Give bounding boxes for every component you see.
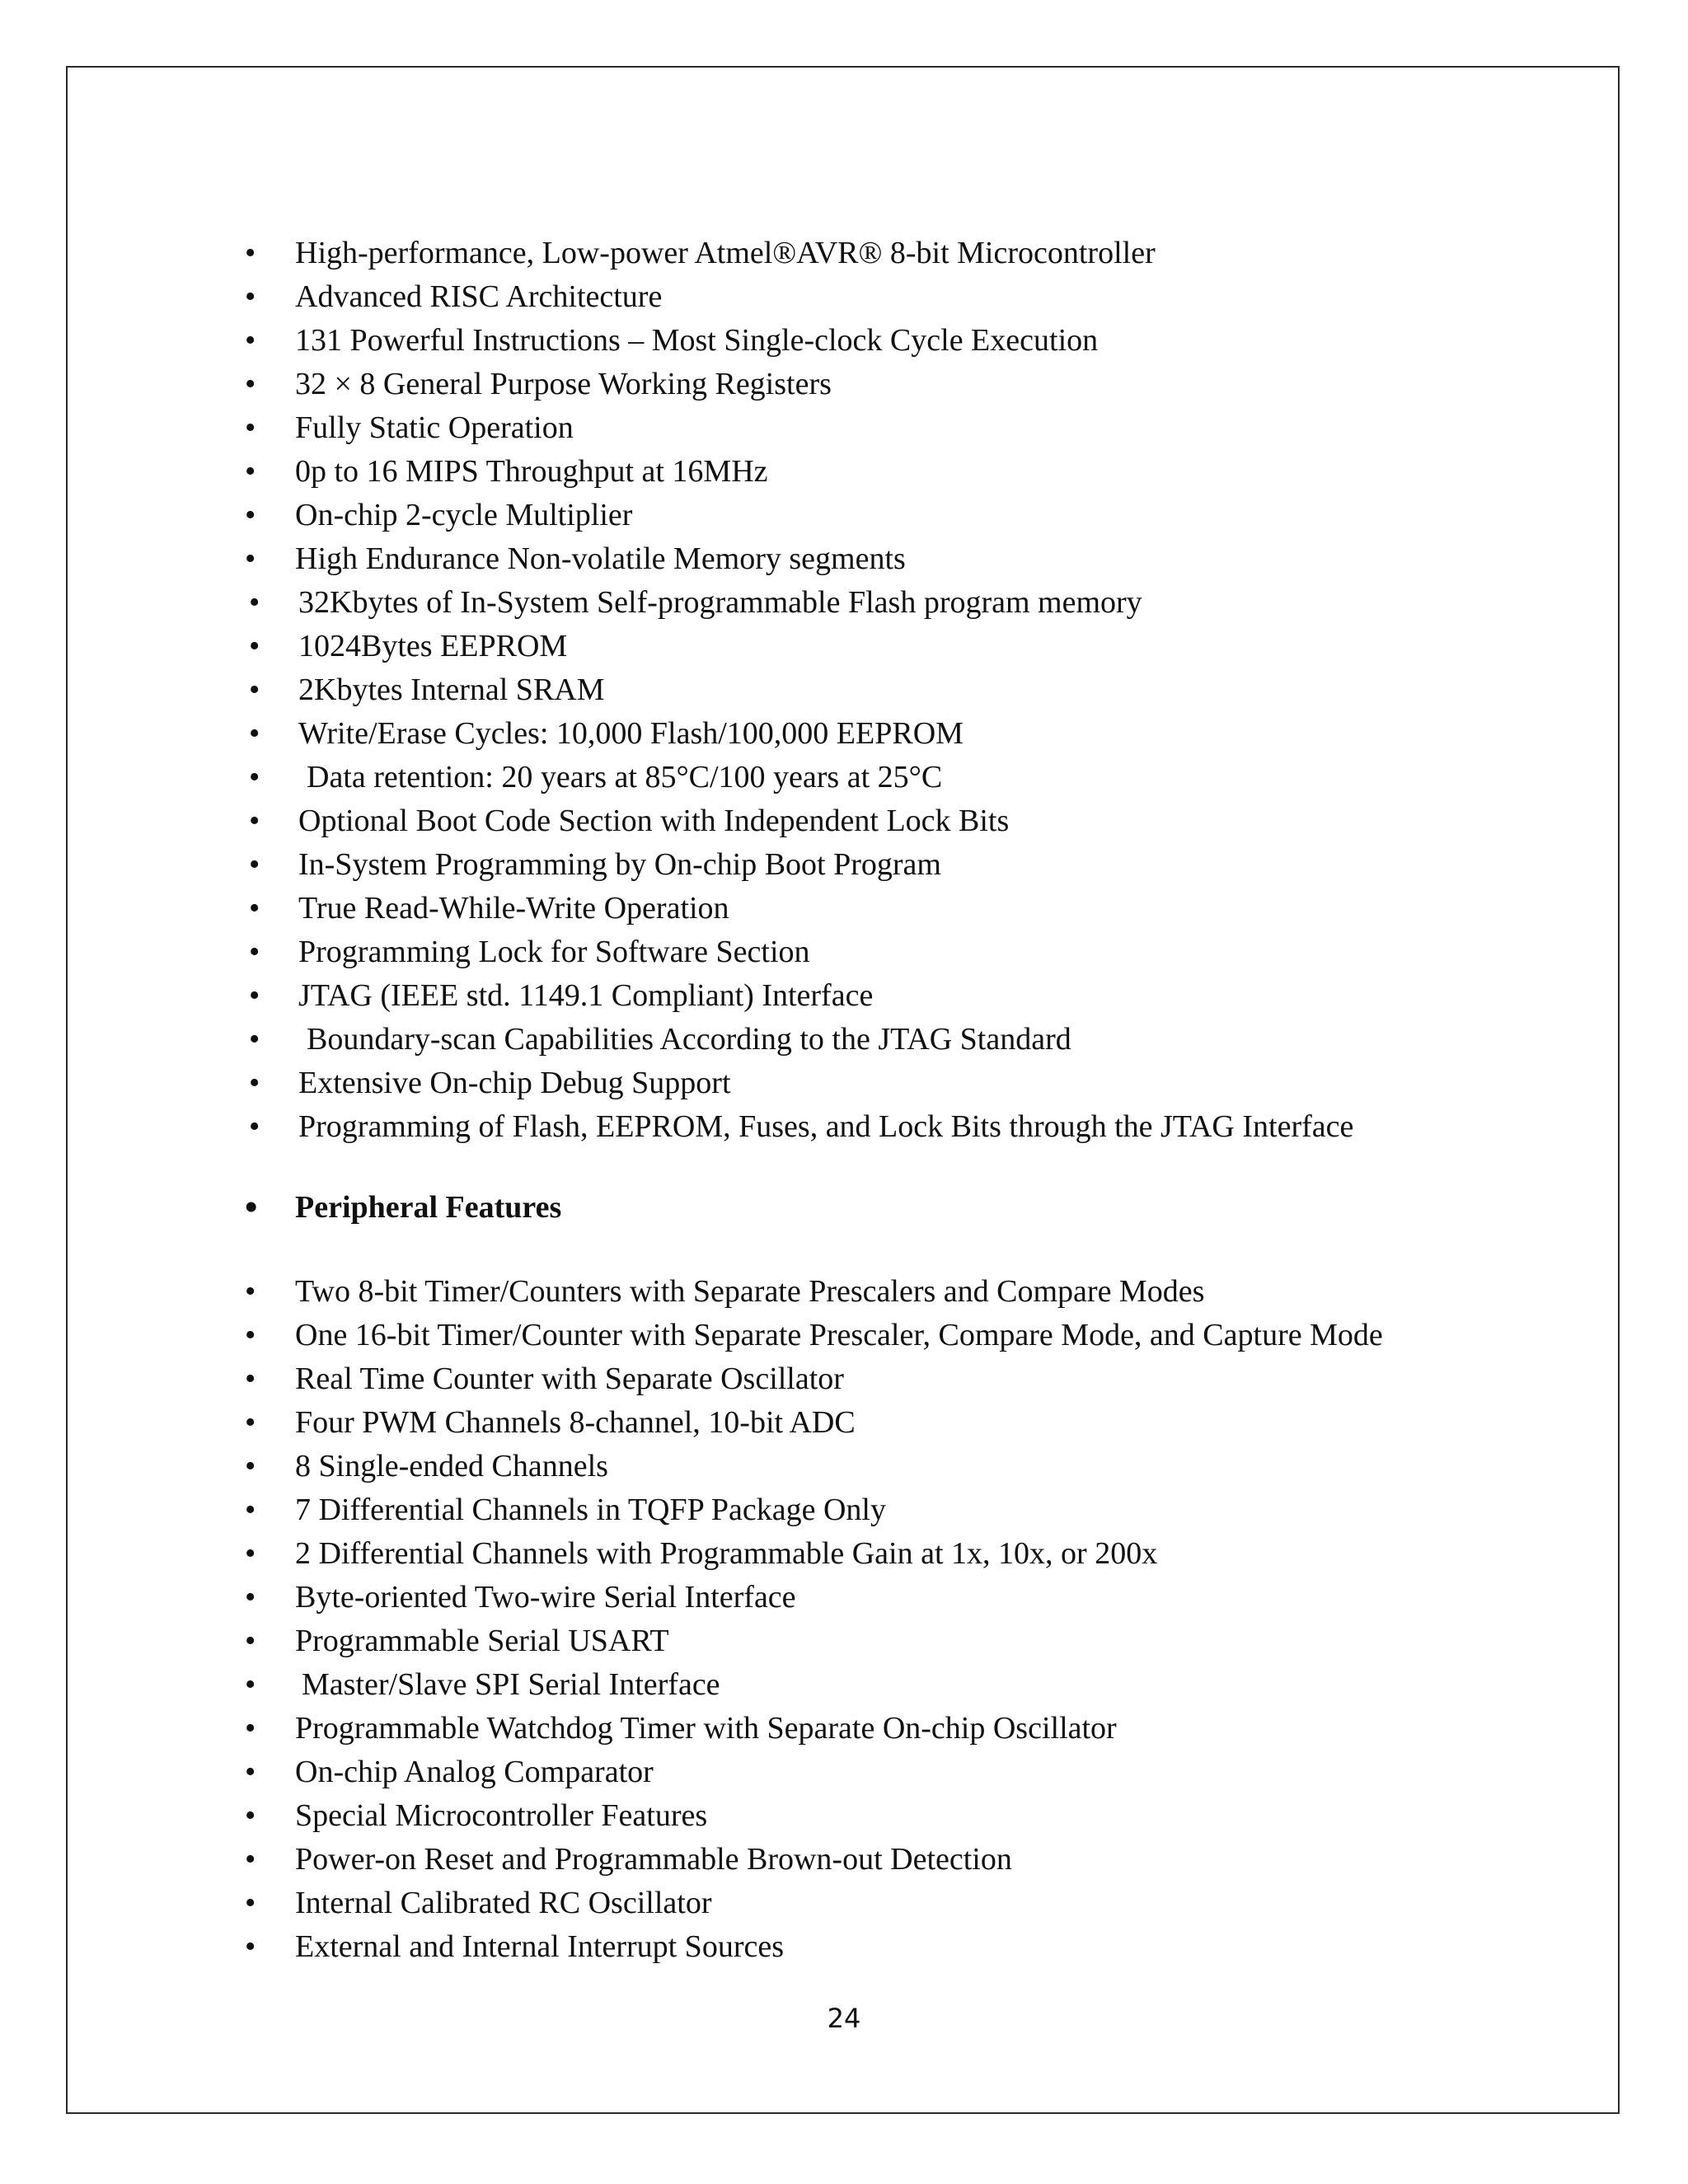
bullet-icon: • (249, 978, 260, 1013)
bullet-icon: • (249, 585, 260, 620)
bullet-icon: • (249, 804, 260, 838)
list-item-text: 8 Single-ended Channels (295, 1449, 608, 1483)
bullet-icon: • (245, 323, 256, 358)
peripheral-item (0, 1315, 1688, 1356)
feature-item (0, 931, 1688, 972)
list-item-text: Internal Calibrated RC Oscillator (295, 1886, 712, 1920)
list-item-text: 32 × 8 General Purpose Working Registers (295, 367, 832, 401)
peripheral-item (0, 1708, 1688, 1749)
peripheral-item (0, 1882, 1688, 1924)
bullet-icon: • (249, 760, 260, 794)
peripheral-item (0, 1271, 1688, 1312)
list-item-text: One 16-bit Timer/Counter with Separate Prescaler, Compare Mode, and Capture Mode (295, 1318, 1383, 1352)
peripheral-item (0, 1751, 1688, 1793)
peripheral-item (0, 1926, 1688, 1967)
peripheral-item (0, 1358, 1688, 1399)
bullet-icon: • (245, 1711, 256, 1746)
bullet-icon: • (245, 1449, 256, 1483)
peripheral-item (0, 1795, 1688, 1836)
list-item-text: Programming of Flash, EEPROM, Fuses, and Lock Bits through the JTAG Interface (298, 1109, 1354, 1144)
list-item-text: External and Internal Interrupt Sources (295, 1929, 784, 1964)
bullet-icon: • (245, 410, 256, 445)
bullet-icon: • (249, 673, 260, 707)
list-item-text: 2Kbytes Internal SRAM (298, 673, 605, 707)
bullet-icon: • (245, 236, 256, 270)
list-item-text: Write/Erase Cycles: 10,000 Flash/100,000 EEPROM (298, 716, 964, 751)
feature-item (0, 363, 1688, 405)
feature-item (0, 757, 1688, 798)
feature-item (0, 407, 1688, 448)
list-item-text: 2 Differential Channels with Programmable Gain at 1x, 10x, or 200x (295, 1536, 1158, 1571)
bullet-icon: • (245, 367, 256, 401)
list-item-text: High-performance, Low-power Atmel®AVR® 8-bit Microcontroller (295, 236, 1156, 270)
list-item-text: 131 Powerful Instructions – Most Single-clock Cycle Execution (295, 323, 1099, 358)
list-item-text: On-chip Analog Comparator (295, 1755, 654, 1789)
bullet-icon: • (245, 1624, 256, 1658)
peripheral-item (0, 1446, 1688, 1487)
bullet-icon: • (245, 454, 256, 489)
bullet-icon: • (245, 1318, 256, 1352)
list-item-text: Optional Boot Code Section with Independent Lock Bits (298, 804, 1010, 838)
feature-item (0, 1106, 1688, 1147)
peripheral-item (0, 1664, 1688, 1705)
bullet-icon: • (245, 1361, 256, 1396)
bullet-icon: • (249, 891, 260, 926)
bullet-icon: • (245, 1187, 258, 1227)
feature-item (0, 1062, 1688, 1104)
feature-item (0, 538, 1688, 579)
bullet-icon: • (249, 1022, 260, 1057)
list-item-text: Advanced RISC Architecture (295, 279, 663, 314)
list-item-text: JTAG (IEEE std. 1149.1 Compliant) Interface (298, 978, 874, 1013)
section-heading (0, 1187, 1688, 1228)
bullet-icon: • (245, 1886, 256, 1920)
list-item-text: Programmable Watchdog Timer with Separate On-chip Oscillator (295, 1711, 1117, 1746)
bullet-icon: • (245, 1405, 256, 1440)
list-item-text: Data retention: 20 years at 85°C/100 years at 25°C (307, 760, 943, 794)
bullet-icon: • (245, 498, 256, 532)
peripheral-item (0, 1533, 1688, 1574)
feature-item (0, 713, 1688, 754)
peripheral-item (0, 1620, 1688, 1661)
peripheral-item (0, 1489, 1688, 1530)
list-item-text: Programming Lock for Software Section (298, 935, 810, 969)
bullet-icon: • (245, 1274, 256, 1309)
list-item-text: 32Kbytes of In-System Self-programmable Flash program memory (298, 585, 1142, 620)
feature-item (0, 494, 1688, 536)
feature-item (0, 1019, 1688, 1060)
list-item-text: Real Time Counter with Separate Oscillator (295, 1361, 844, 1396)
list-item-text: In-System Programming by On-chip Boot Program (298, 847, 941, 882)
bullet-icon: • (245, 1929, 256, 1964)
list-item-text: Power-on Reset and Programmable Brown-out Detection (295, 1842, 1012, 1877)
list-item-text: Special Microcontroller Features (295, 1798, 708, 1833)
bullet-icon: • (249, 1109, 260, 1144)
list-item-text: Boundary-scan Capabilities According to the JTAG Standard (307, 1022, 1071, 1057)
peripheral-item (0, 1839, 1688, 1880)
list-item-text: Extensive On-chip Debug Support (298, 1066, 731, 1100)
feature-item (0, 320, 1688, 361)
list-item-text: Two 8-bit Timer/Counters with Separate Prescalers and Compare Modes (295, 1274, 1205, 1309)
peripheral-item (0, 1402, 1688, 1443)
list-item-text: Programmable Serial USART (295, 1624, 669, 1658)
bullet-icon: • (245, 1493, 256, 1527)
list-item-text: Peripheral Features (295, 1190, 562, 1225)
feature-item (0, 800, 1688, 841)
bullet-icon: • (245, 1842, 256, 1877)
bullet-icon: • (249, 629, 260, 663)
peripheral-item (0, 1577, 1688, 1618)
bullet-icon: • (245, 1798, 256, 1833)
list-item-text: Fully Static Operation (295, 410, 574, 445)
list-item-text: 0p to 16 MIPS Throughput at 16MHz (295, 454, 768, 489)
list-item-text: Master/Slave SPI Serial Interface (302, 1667, 720, 1702)
bullet-icon: • (245, 1755, 256, 1789)
list-item-text: 1024Bytes EEPROM (298, 629, 568, 663)
bullet-icon: • (249, 716, 260, 751)
bullet-icon: • (249, 1066, 260, 1100)
feature-item (0, 669, 1688, 710)
feature-item (0, 451, 1688, 492)
page-number: 24 (827, 2003, 861, 2034)
list-item-text: Four PWM Channels 8-channel, 10-bit ADC (295, 1405, 856, 1440)
feature-item (0, 276, 1688, 317)
list-item-text: High Endurance Non-volatile Memory segments (295, 541, 906, 576)
list-item-text: Byte-oriented Two-wire Serial Interface (295, 1580, 796, 1615)
bullet-icon: • (245, 541, 256, 576)
bullet-icon: • (249, 847, 260, 882)
bullet-icon: • (249, 935, 260, 969)
bullet-icon: • (245, 1667, 256, 1702)
feature-item (0, 975, 1688, 1016)
bullet-icon: • (245, 1580, 256, 1615)
feature-item (0, 232, 1688, 274)
list-item-text: 7 Differential Channels in TQFP Package Only (295, 1493, 886, 1527)
feature-item (0, 626, 1688, 667)
bullet-icon: • (245, 279, 256, 314)
bullet-icon: • (245, 1536, 256, 1571)
feature-item (0, 844, 1688, 885)
feature-item (0, 582, 1688, 623)
feature-item (0, 888, 1688, 929)
list-item-text: True Read-While-Write Operation (298, 891, 729, 926)
list-item-text: On-chip 2-cycle Multiplier (295, 498, 633, 532)
